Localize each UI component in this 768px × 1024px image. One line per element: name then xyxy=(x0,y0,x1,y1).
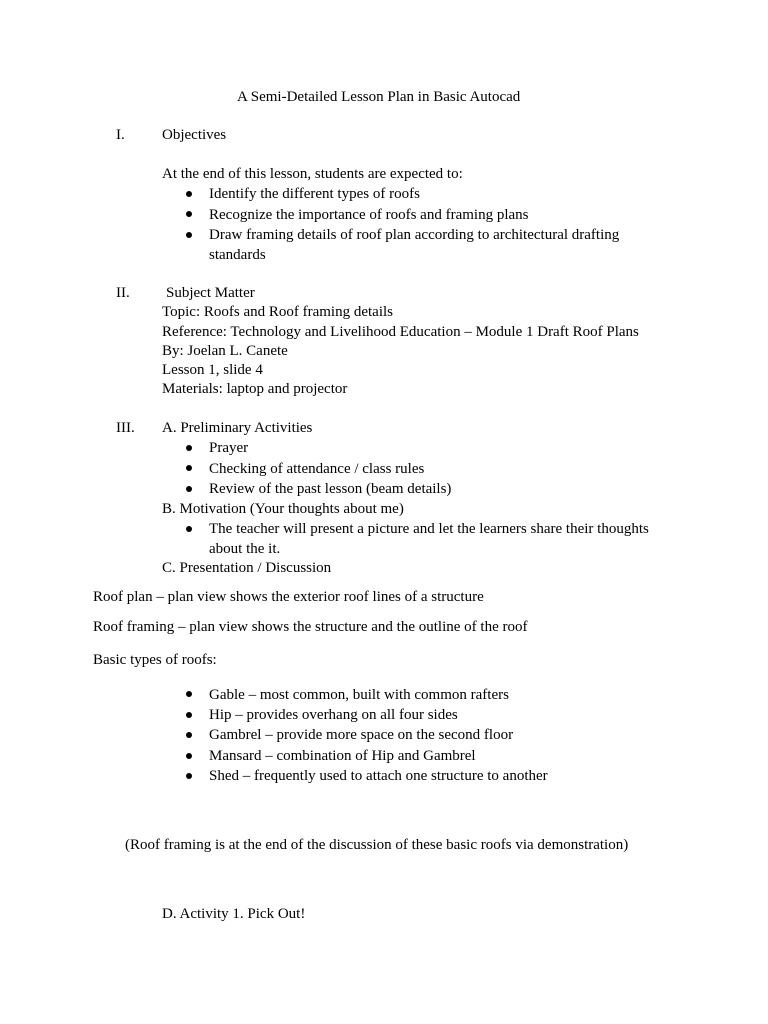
activity-heading: D. Activity 1. Pick Out! xyxy=(162,906,306,922)
roof-types-heading: Basic types of roofs: xyxy=(93,652,217,668)
bullet-icon xyxy=(186,732,192,738)
list-item: Gambrel – provide more space on the second floor xyxy=(209,727,514,743)
bullet-icon xyxy=(186,445,192,451)
bullet-icon xyxy=(186,211,192,217)
bullet-icon xyxy=(186,191,192,197)
subject-lesson: Lesson 1, slide 4 xyxy=(162,362,263,378)
document-title: A Semi-Detailed Lesson Plan in Basic Autocad xyxy=(237,89,521,105)
list-item: Review of the past lesson (beam details) xyxy=(209,481,452,497)
section-2-numeral: II. xyxy=(116,285,130,301)
subject-author: By: Joelan L. Canete xyxy=(162,343,288,359)
list-item: Hip – provides overhang on all four sides xyxy=(209,707,458,723)
list-item-continuation: standards xyxy=(209,247,266,263)
bullet-icon xyxy=(186,773,192,779)
subject-materials: Materials: laptop and projector xyxy=(162,381,348,397)
section-1-heading: Objectives xyxy=(162,127,227,143)
objectives-intro: At the end of this lesson, students are expected to: xyxy=(162,166,463,182)
list-item: Identify the different types of roofs xyxy=(209,186,420,202)
bullet-icon xyxy=(186,526,192,532)
list-item: Mansard – combination of Hip and Gambrel xyxy=(209,748,476,764)
definition-roof-framing: Roof framing – plan view shows the structure and the outline of the roof xyxy=(93,619,528,635)
list-item: The teacher will present a picture and let the learners share their thoughts xyxy=(209,521,649,537)
bullet-icon xyxy=(186,486,192,492)
presentation-heading: C. Presentation / Discussion xyxy=(162,560,332,576)
list-item: Shed – frequently used to attach one structure to another xyxy=(209,768,548,784)
preliminary-heading: A. Preliminary Activities xyxy=(162,420,313,436)
discussion-note: (Roof framing is at the end of the discussion of these basic roofs via demonstration) xyxy=(125,837,629,853)
list-item: Prayer xyxy=(209,440,249,456)
bullet-icon xyxy=(186,753,192,759)
list-item: Checking of attendance / class rules xyxy=(209,461,425,477)
motivation-heading: B. Motivation (Your thoughts about me) xyxy=(162,501,404,517)
bullet-icon xyxy=(186,712,192,718)
section-2-heading: Subject Matter xyxy=(166,285,255,301)
list-item: Draw framing details of roof plan according to architectural drafting xyxy=(209,227,620,243)
subject-reference: Reference: Technology and Livelihood Education – Module 1 Draft Roof Plans xyxy=(162,324,639,340)
bullet-icon xyxy=(186,465,192,471)
list-item: Gable – most common, built with common rafters xyxy=(209,687,509,703)
bullet-icon xyxy=(186,691,192,697)
section-1-numeral: I. xyxy=(116,127,125,143)
section-3-numeral: III. xyxy=(116,420,135,436)
list-item: Recognize the importance of roofs and framing plans xyxy=(209,207,529,223)
list-item-continuation: about the it. xyxy=(209,541,281,557)
subject-topic: Topic: Roofs and Roof framing details xyxy=(162,304,393,320)
definition-roof-plan: Roof plan – plan view shows the exterior roof lines of a structure xyxy=(93,589,484,605)
bullet-icon xyxy=(186,232,192,238)
